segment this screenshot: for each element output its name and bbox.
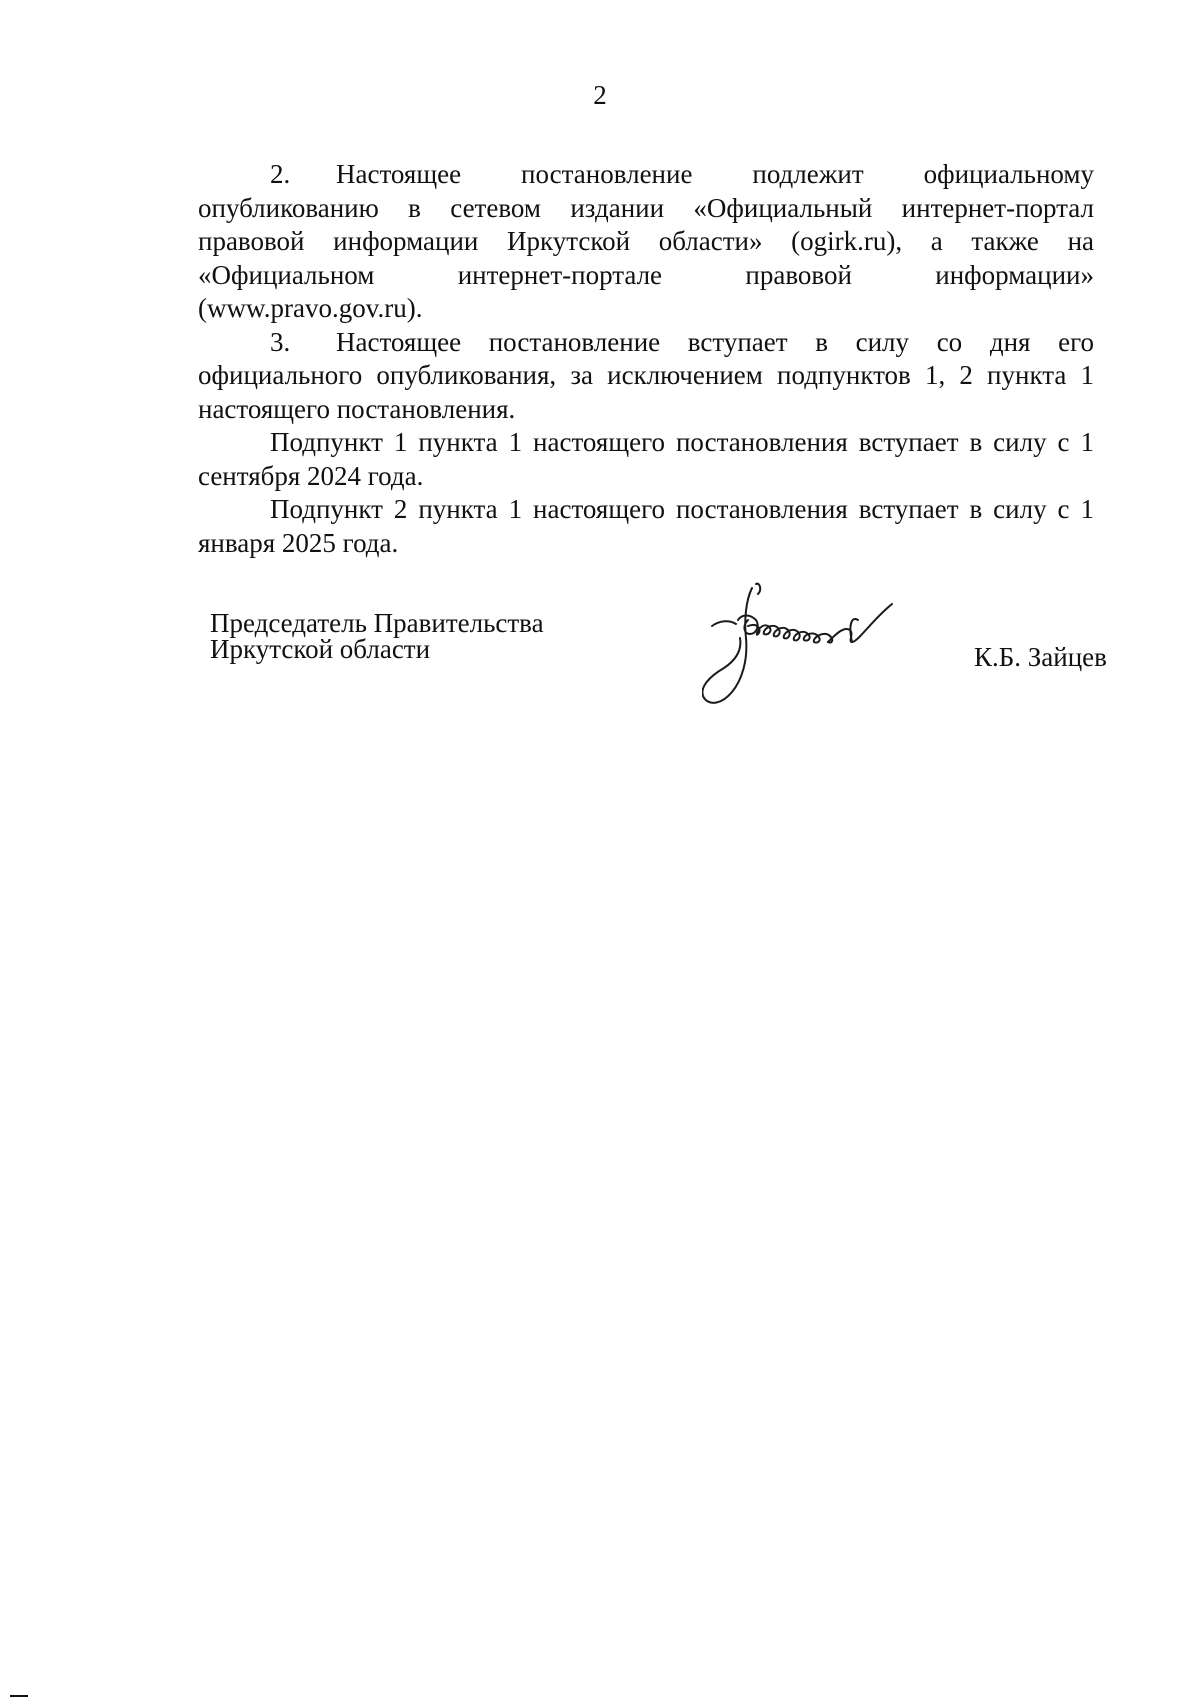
page-number: 2 — [593, 80, 607, 110]
handwritten-signature — [702, 580, 962, 720]
paragraph-number: 3. — [270, 326, 291, 357]
paragraph-3 — [198, 326, 1094, 427]
signer-name: К.Б. Зайцев — [974, 642, 1107, 672]
paragraph-subpoint-2: Подпункт 2 пункта 1 настоящего постановления вступает в силу с 1 января 2025 года. — [198, 494, 1094, 558]
signer-position — [210, 610, 544, 662]
paragraph-text: Настоящее постановление вступает в силу со дня его официального опубликования, за исключением подпунктов 1, 2 пункта 1 настоящего постановления. — [198, 326, 1094, 424]
signer-position-line-2: Иркутской области — [210, 634, 431, 664]
document-body — [198, 158, 1094, 560]
paragraph-number: 2. — [270, 159, 291, 189]
paragraph-subpoint-1: Подпункт 1 пункта 1 настоящего постановления вступает в силу с 1 сентября 2024 года. — [198, 427, 1094, 491]
margin-mark — [10, 1695, 28, 1697]
signer-position-line-1: Председатель Правительства — [210, 608, 544, 638]
paragraph-text: Настоящее постановление подлежит официальному опубликованию в сетевом издании «Официальный интернет-портал правовой информации Иркутской области» (ogirk.ru), а также на «Официальном интернет-портале правовой информации» (www.pravo.gov.ru). — [198, 159, 1094, 323]
paragraph-2 — [198, 158, 1094, 326]
